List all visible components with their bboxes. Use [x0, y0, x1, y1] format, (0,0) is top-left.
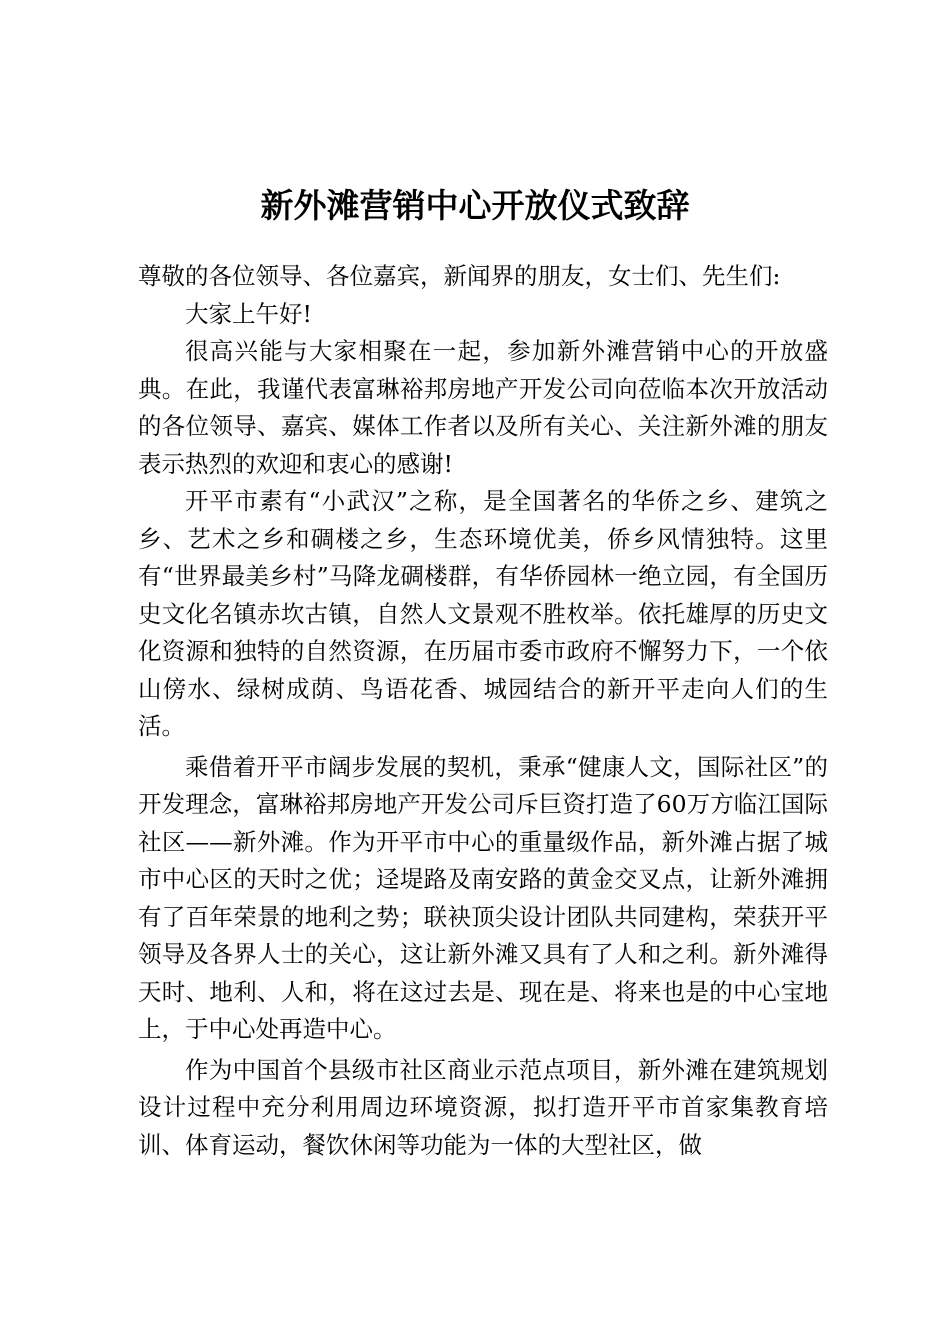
- paragraph: 开平市素有“小武汉”之称，是全国著名的华侨之乡、建筑之乡、艺术之乡和碉楼之乡，生态环境优美，侨乡风情独特。这里有“世界最美乡村”马降龙碉楼群，有华侨园林一绝立园，有全国历史文化名镇赤坎古镇，自然人文景观不胜枚举。依托雄厚的历史文化资源和独特的自然资源，在历届市委市政府不懈努力下，一个依山傍水、绿树成荫、鸟语花香、城园结合的新开平走向人们的生活。: [138, 487, 828, 740]
- document-title: 新外滩营销中心开放仪式致辞: [260, 186, 690, 225]
- paragraph: 作为中国首个县级市社区商业示范点项目，新外滩在建筑规划设计过程中充分利用周边环境资源，拟打造开平市首家集教育培训、体育运动，餐饮休闲等功能为一体的大型社区，做: [138, 1055, 828, 1159]
- greeting: 大家上午好!: [185, 299, 312, 328]
- salutation: 尊敬的各位领导、各位嘉宾，新闻界的朋友，女士们、先生们:: [138, 262, 781, 290]
- document-body: [138, 258, 828, 1164]
- paragraph: 很高兴能与大家相聚在一起，参加新外滩营销中心的开放盛典。在此，我谨代表富琳裕邦房地产开发公司向莅临本次开放活动的各位领导、嘉宾、媒体工作者以及所有关心、关注新外滩的朋友表示热烈的欢迎和衷心的感谢!: [138, 337, 828, 478]
- paragraph: 乘借着开平市阔步发展的契机，秉承“健康人文，国际社区”的开发理念，富琳裕邦房地产开发公司斥巨资打造了60万方临江国际社区——新外滩。作为开平市中心的重量级作品，新外滩占据了城市中心区的天时之优；迳堤路及南安路的黄金交叉点，让新外滩拥有了百年荣景的地利之势；联袂顶尖设计团队共同建构，荣获开平领导及各界人士的关心，这让新外滩又具有了人和之利。新外滩得天时、地利、人和，将在这过去是、现在是、将来也是的中心宝地上，于中心处再造中心。: [138, 752, 828, 1043]
